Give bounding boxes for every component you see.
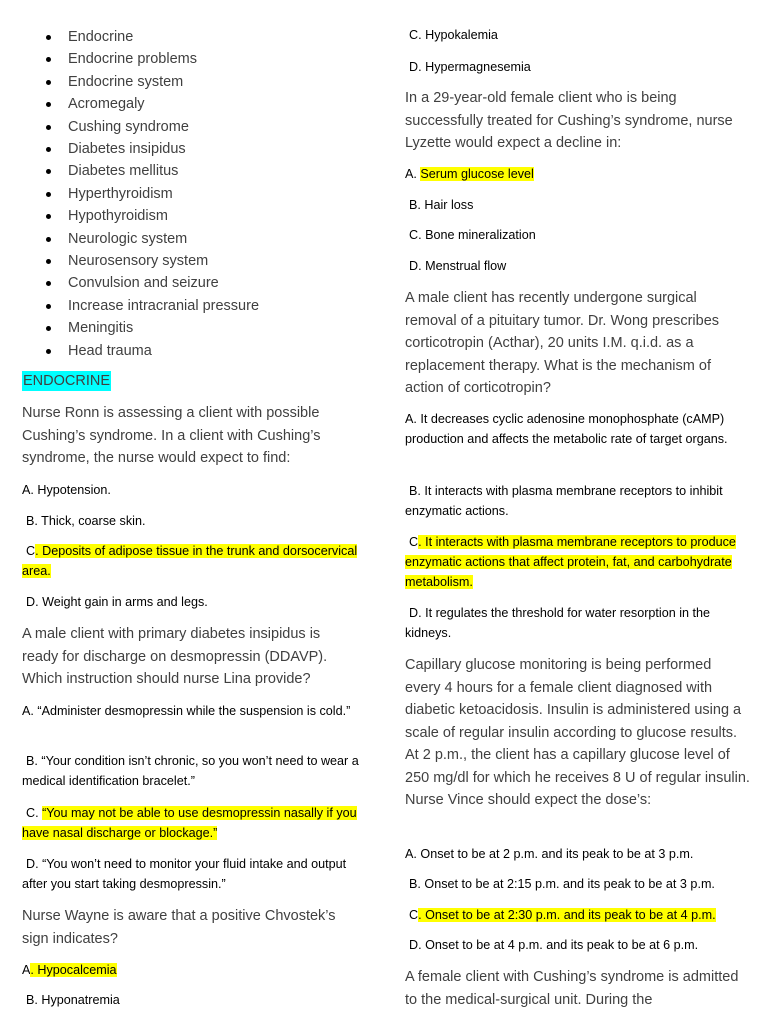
option-a: A. “Administer desmopressin while the suspension is cold.” bbox=[22, 704, 351, 718]
topic-item: Diabetes insipidus bbox=[22, 138, 259, 160]
option-letter: C bbox=[26, 544, 36, 558]
answer-highlight: . Onset to be at 2:30 p.m. and its peak to be at 4 p.m. bbox=[418, 908, 716, 922]
answer-highlight: . Deposits of adipose tissue in the trunk and dorsocervical area. bbox=[22, 544, 358, 579]
topic-item: Convulsion and seizure bbox=[22, 272, 259, 294]
topic-list bbox=[22, 26, 259, 362]
topic-item: Neurologic system bbox=[22, 228, 259, 250]
option-c: C. Hypokalemia bbox=[409, 28, 498, 42]
option-a: A. Onset to be at 2 p.m. and its peak to be at 3 p.m. bbox=[405, 847, 694, 861]
topic-item: Meningitis bbox=[22, 317, 259, 339]
question-text: In a 29-year-old female client who is being successfully treated for Cushing’s syndrome, nurse Lyzette would expect a decline in: bbox=[405, 90, 733, 151]
option-c-correct bbox=[22, 541, 360, 581]
question-text: Nurse Wayne is aware that a positive Chvostek’s sign indicates? bbox=[22, 908, 336, 947]
topic-item: Cushing syndrome bbox=[22, 116, 259, 138]
question-text: A male client has recently undergone surgical removal of a pituitary tumor. Dr. Wong prescribes corticotropin (Acthar), 20 units I.M. q.i.d. as a replacement therapy. What is the mechanism of action of corticotropin? bbox=[405, 290, 720, 396]
answer-highlight: . Hypocalcemia bbox=[30, 963, 117, 977]
option-letter: C bbox=[409, 908, 419, 922]
option-c-correct bbox=[22, 803, 362, 843]
option-letter: A bbox=[22, 963, 31, 977]
option-d: D. “You won’t need to monitor your fluid intake and output after you start taking desmopressin.” bbox=[22, 857, 347, 892]
topic-item: Hyperthyroidism bbox=[22, 183, 259, 205]
topic-item: Diabetes mellitus bbox=[22, 160, 259, 182]
option-letter: A. bbox=[405, 167, 421, 181]
option-a-correct bbox=[22, 960, 352, 980]
option-letter: C. bbox=[26, 806, 43, 820]
topic-item: Acromegaly bbox=[22, 93, 259, 115]
question-text: A male client with primary diabetes insipidus is ready for discharge on desmopressin (DDAVP). Which instruction should nurse Lina provide? bbox=[22, 626, 328, 687]
topic-item: Endocrine system bbox=[22, 71, 259, 93]
question-text: A female client with Cushing’s syndrome is admitted to the medical-surgical unit. During the bbox=[405, 969, 739, 1008]
topic-item: Increase intracranial pressure bbox=[22, 295, 259, 317]
option-b: B. Hyponatremia bbox=[26, 993, 120, 1007]
option-b: B. It interacts with plasma membrane receptors to inhibit enzymatic actions. bbox=[405, 484, 723, 519]
answer-highlight: Serum glucose level bbox=[420, 167, 534, 181]
option-a: A. It decreases cyclic adenosine monophosphate (cAMP) production and affects the metabolic rate of target organs. bbox=[405, 412, 728, 447]
topic-item: Hypothyroidism bbox=[22, 205, 259, 227]
option-d: D. Hypermagnesemia bbox=[409, 60, 531, 74]
option-d: D. Menstrual flow bbox=[409, 259, 507, 273]
topic-item: Neurosensory system bbox=[22, 250, 259, 272]
option-b: B. Thick, coarse skin. bbox=[26, 514, 146, 528]
option-b: B. “Your condition isn’t chronic, so you won’t need to wear a medical identification bracelet.” bbox=[22, 754, 359, 789]
option-d: D. Onset to be at 4 p.m. and its peak to be at 6 p.m. bbox=[409, 938, 699, 952]
option-c-correct bbox=[409, 905, 759, 925]
option-b: B. Onset to be at 2:15 p.m. and its peak to be at 3 p.m. bbox=[409, 877, 715, 891]
option-letter: C bbox=[409, 535, 419, 549]
option-b: B. Hair loss bbox=[409, 198, 474, 212]
section-heading: ENDOCRINE bbox=[23, 373, 111, 389]
topic-item: Endocrine bbox=[22, 26, 259, 48]
topic-item: Endocrine problems bbox=[22, 48, 259, 70]
option-a: A. Hypotension. bbox=[22, 483, 111, 497]
option-d: D. It regulates the threshold for water resorption in the kidneys. bbox=[405, 606, 711, 641]
option-c-correct bbox=[405, 532, 750, 593]
question-text: Capillary glucose monitoring is being performed every 4 hours for a female client diagnosed with diabetic ketoacidosis. Insulin is administered using a scale of regular insulin according to glucose results. At 2 p.m., the client has a capillary glucose level of 250 mg/dl for which he receives 8 U of regular insulin. Nurse Vince should expect the dose’s: bbox=[405, 657, 750, 808]
answer-highlight: “You may not be able to use desmopressin nasally if you have nasal discharge or blockage.” bbox=[22, 806, 357, 841]
option-d: D. Weight gain in arms and legs. bbox=[26, 595, 208, 609]
answer-highlight: . It interacts with plasma membrane receptors to produce enzymatic actions that affect protein, fat, and carbohydrate metabolism. bbox=[405, 535, 736, 590]
topic-item: Head trauma bbox=[22, 340, 259, 362]
option-a-correct bbox=[405, 164, 745, 184]
question-text: Nurse Ronn is assessing a client with possible Cushing’s syndrome. In a client with Cushing’s syndrome, the nurse would expect to find: bbox=[22, 405, 321, 466]
option-c: C. Bone mineralization bbox=[409, 228, 536, 242]
